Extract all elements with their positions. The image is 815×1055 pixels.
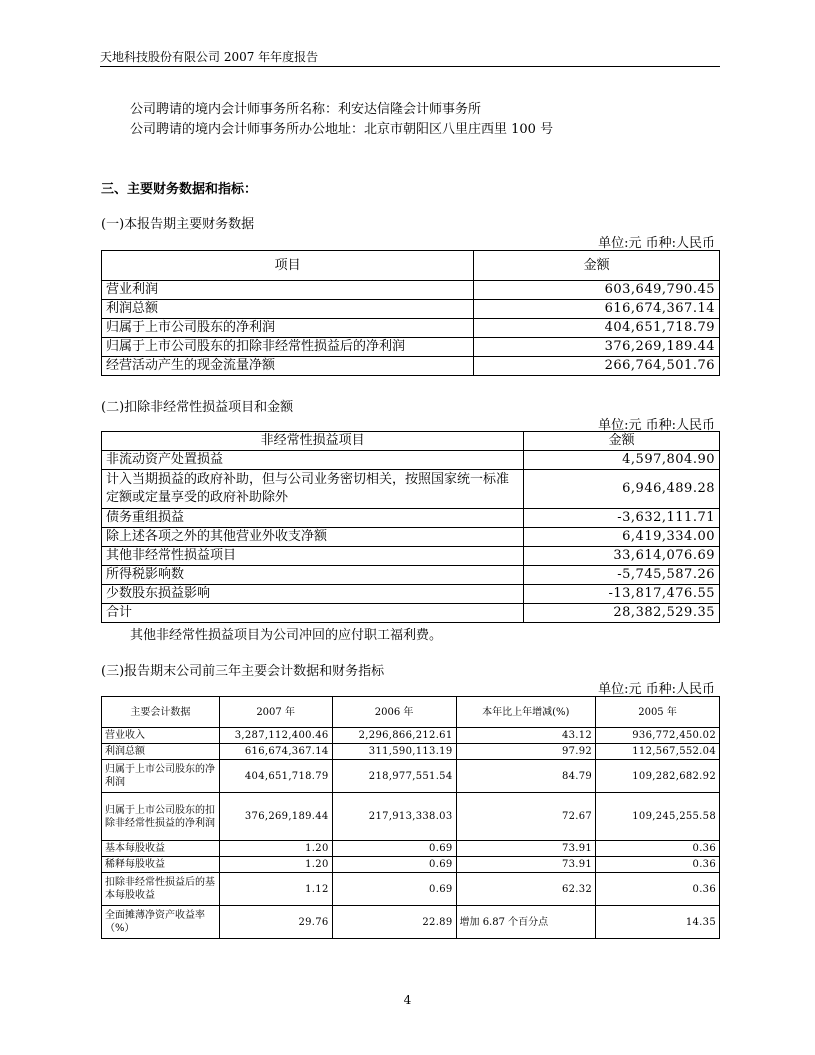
non-recurring-table: [101, 431, 720, 623]
table-row: [102, 470, 720, 509]
item-cell: 计入当期损益的政府补助，但与公司业务密切相关，按照国家统一标准定额或定量享受的政府补助除外: [102, 470, 524, 509]
item-cell: 债务重组损益: [102, 509, 524, 528]
column-header: 2005 年: [596, 697, 720, 728]
table-row: [102, 744, 720, 760]
table-row: [102, 793, 720, 841]
item-cell: 基本每股收益: [102, 841, 220, 857]
value-cell: 311,590,113.19: [332, 744, 456, 760]
amount-cell: 4,597,804.90: [524, 451, 720, 470]
value-cell: 217,913,338.03: [332, 793, 456, 841]
table-row: [102, 857, 720, 873]
value-cell: 109,282,682.92: [596, 760, 720, 793]
main-financial-table: [101, 250, 720, 376]
change-cell: 增加 6.87 个百分点: [456, 906, 596, 939]
item-cell: 利润总额: [102, 744, 220, 760]
table-row: [102, 760, 720, 793]
value-cell: 376,269,189.44: [219, 793, 332, 841]
table-row: [102, 547, 720, 566]
table-row: [102, 566, 720, 585]
table-header-row: [102, 697, 720, 728]
auditor-address: 公司聘请的境内会计师事务所办公地址：北京市朝阳区八里庄西里 100 号: [130, 122, 554, 137]
item-cell: 稀释每股收益: [102, 857, 220, 873]
column-header: 主要会计数据: [102, 697, 220, 728]
amount-cell: 28,382,529.35: [524, 604, 720, 623]
value-cell: 0.69: [332, 841, 456, 857]
table-row: [102, 451, 720, 470]
value-cell: 29.76: [219, 906, 332, 939]
page-number: 4: [403, 993, 412, 1007]
item-cell: 归属于上市公司股东的净利润: [102, 319, 474, 338]
part2-title: (二)扣除非经常性损益项目和金额: [101, 400, 294, 415]
value-cell: 1.20: [219, 857, 332, 873]
change-cell: 73.91: [456, 857, 596, 873]
item-cell: 利润总额: [102, 300, 474, 319]
item-cell: 全面摊薄净资产收益率（%）: [102, 906, 220, 939]
change-cell: 73.91: [456, 841, 596, 857]
part1-title: (一)本报告期主要财务数据: [101, 217, 255, 232]
item-cell: 扣除非经常性损益后的基本每股收益: [102, 873, 220, 906]
header-rule: [100, 66, 720, 67]
table-row: [102, 300, 720, 319]
value-cell: 0.36: [596, 873, 720, 906]
amount-cell: 603,649,790.45: [474, 281, 720, 300]
value-cell: 0.69: [332, 873, 456, 906]
table-row: [102, 728, 720, 744]
column-header: 2006 年: [332, 697, 456, 728]
part2-note: 其他非经常性损益项目为公司冲回的应付职工福利费。: [130, 628, 443, 643]
value-cell: 112,567,552.04: [596, 744, 720, 760]
change-cell: 62.32: [456, 873, 596, 906]
value-cell: 218,977,551.54: [332, 760, 456, 793]
column-header: 2007 年: [219, 697, 332, 728]
item-cell: 归属于上市公司股东的扣除非经常性损益后的净利润: [102, 338, 474, 357]
item-cell: 除上述各项之外的其他营业外收支净额: [102, 528, 524, 547]
section-title: 三、主要财务数据和指标：: [101, 182, 258, 197]
amount-cell: 616,674,367.14: [474, 300, 720, 319]
value-cell: 0.69: [332, 857, 456, 873]
amount-cell: 6,419,334.00: [524, 528, 720, 547]
column-header: 非经常性损益项目: [102, 432, 524, 451]
part1-unit: 单位:元 币种:人民币: [598, 236, 715, 251]
part3-unit: 单位:元 币种:人民币: [598, 682, 715, 697]
table-row: [102, 604, 720, 623]
table-row: [102, 319, 720, 338]
value-cell: 1.12: [219, 873, 332, 906]
amount-cell: 376,269,189.44: [474, 338, 720, 357]
table-row: [102, 841, 720, 857]
table-row: [102, 338, 720, 357]
item-cell: 合计: [102, 604, 524, 623]
value-cell: 3,287,112,400.46: [219, 728, 332, 744]
table-row: [102, 873, 720, 906]
value-cell: 2,296,866,212.61: [332, 728, 456, 744]
item-cell: 归属于上市公司股东的扣除非经常性损益的净利润: [102, 793, 220, 841]
table-row: [102, 509, 720, 528]
column-header: 项目: [102, 251, 474, 281]
change-cell: 84.79: [456, 760, 596, 793]
item-cell: 其他非经常性损益项目: [102, 547, 524, 566]
table-header-row: [102, 251, 720, 281]
part2-unit: 单位:元 币种:人民币: [598, 418, 715, 433]
amount-cell: -13,817,476.55: [524, 585, 720, 604]
value-cell: 616,674,367.14: [219, 744, 332, 760]
auditor-name: 公司聘请的境内会计师事务所名称：利安达信隆会计师事务所: [130, 102, 482, 117]
value-cell: 404,651,718.79: [219, 760, 332, 793]
amount-cell: 6,946,489.28: [524, 470, 720, 509]
item-cell: 经营活动产生的现金流量净额: [102, 357, 474, 376]
amount-cell: 266,764,501.76: [474, 357, 720, 376]
amount-cell: -3,632,111.71: [524, 509, 720, 528]
value-cell: 22.89: [332, 906, 456, 939]
column-header: 金额: [524, 432, 720, 451]
column-header: 本年比上年增减(%): [456, 697, 596, 728]
three-year-table: [101, 696, 720, 939]
amount-cell: 33,614,076.69: [524, 547, 720, 566]
item-cell: 所得税影响数: [102, 566, 524, 585]
value-cell: 109,245,255.58: [596, 793, 720, 841]
value-cell: 0.36: [596, 857, 720, 873]
table-row: [102, 357, 720, 376]
item-cell: 非流动资产处置损益: [102, 451, 524, 470]
value-cell: 0.36: [596, 841, 720, 857]
change-cell: 97.92: [456, 744, 596, 760]
item-cell: 营业收入: [102, 728, 220, 744]
value-cell: 936,772,450.02: [596, 728, 720, 744]
value-cell: 14.35: [596, 906, 720, 939]
item-cell: 归属于上市公司股东的净利润: [102, 760, 220, 793]
amount-cell: -5,745,587.26: [524, 566, 720, 585]
change-cell: 43.12: [456, 728, 596, 744]
amount-cell: 404,651,718.79: [474, 319, 720, 338]
item-cell: 营业利润: [102, 281, 474, 300]
table-header-row: [102, 432, 720, 451]
table-row: [102, 906, 720, 939]
change-cell: 72.67: [456, 793, 596, 841]
table-row: [102, 528, 720, 547]
table-row: [102, 281, 720, 300]
table-row: [102, 585, 720, 604]
report-header: 天地科技股份有限公司 2007 年年度报告: [100, 50, 319, 64]
column-header: 金额: [474, 251, 720, 281]
part3-title: (三)报告期末公司前三年主要会计数据和财务指标: [101, 664, 385, 679]
value-cell: 1.20: [219, 841, 332, 857]
item-cell: 少数股东损益影响: [102, 585, 524, 604]
